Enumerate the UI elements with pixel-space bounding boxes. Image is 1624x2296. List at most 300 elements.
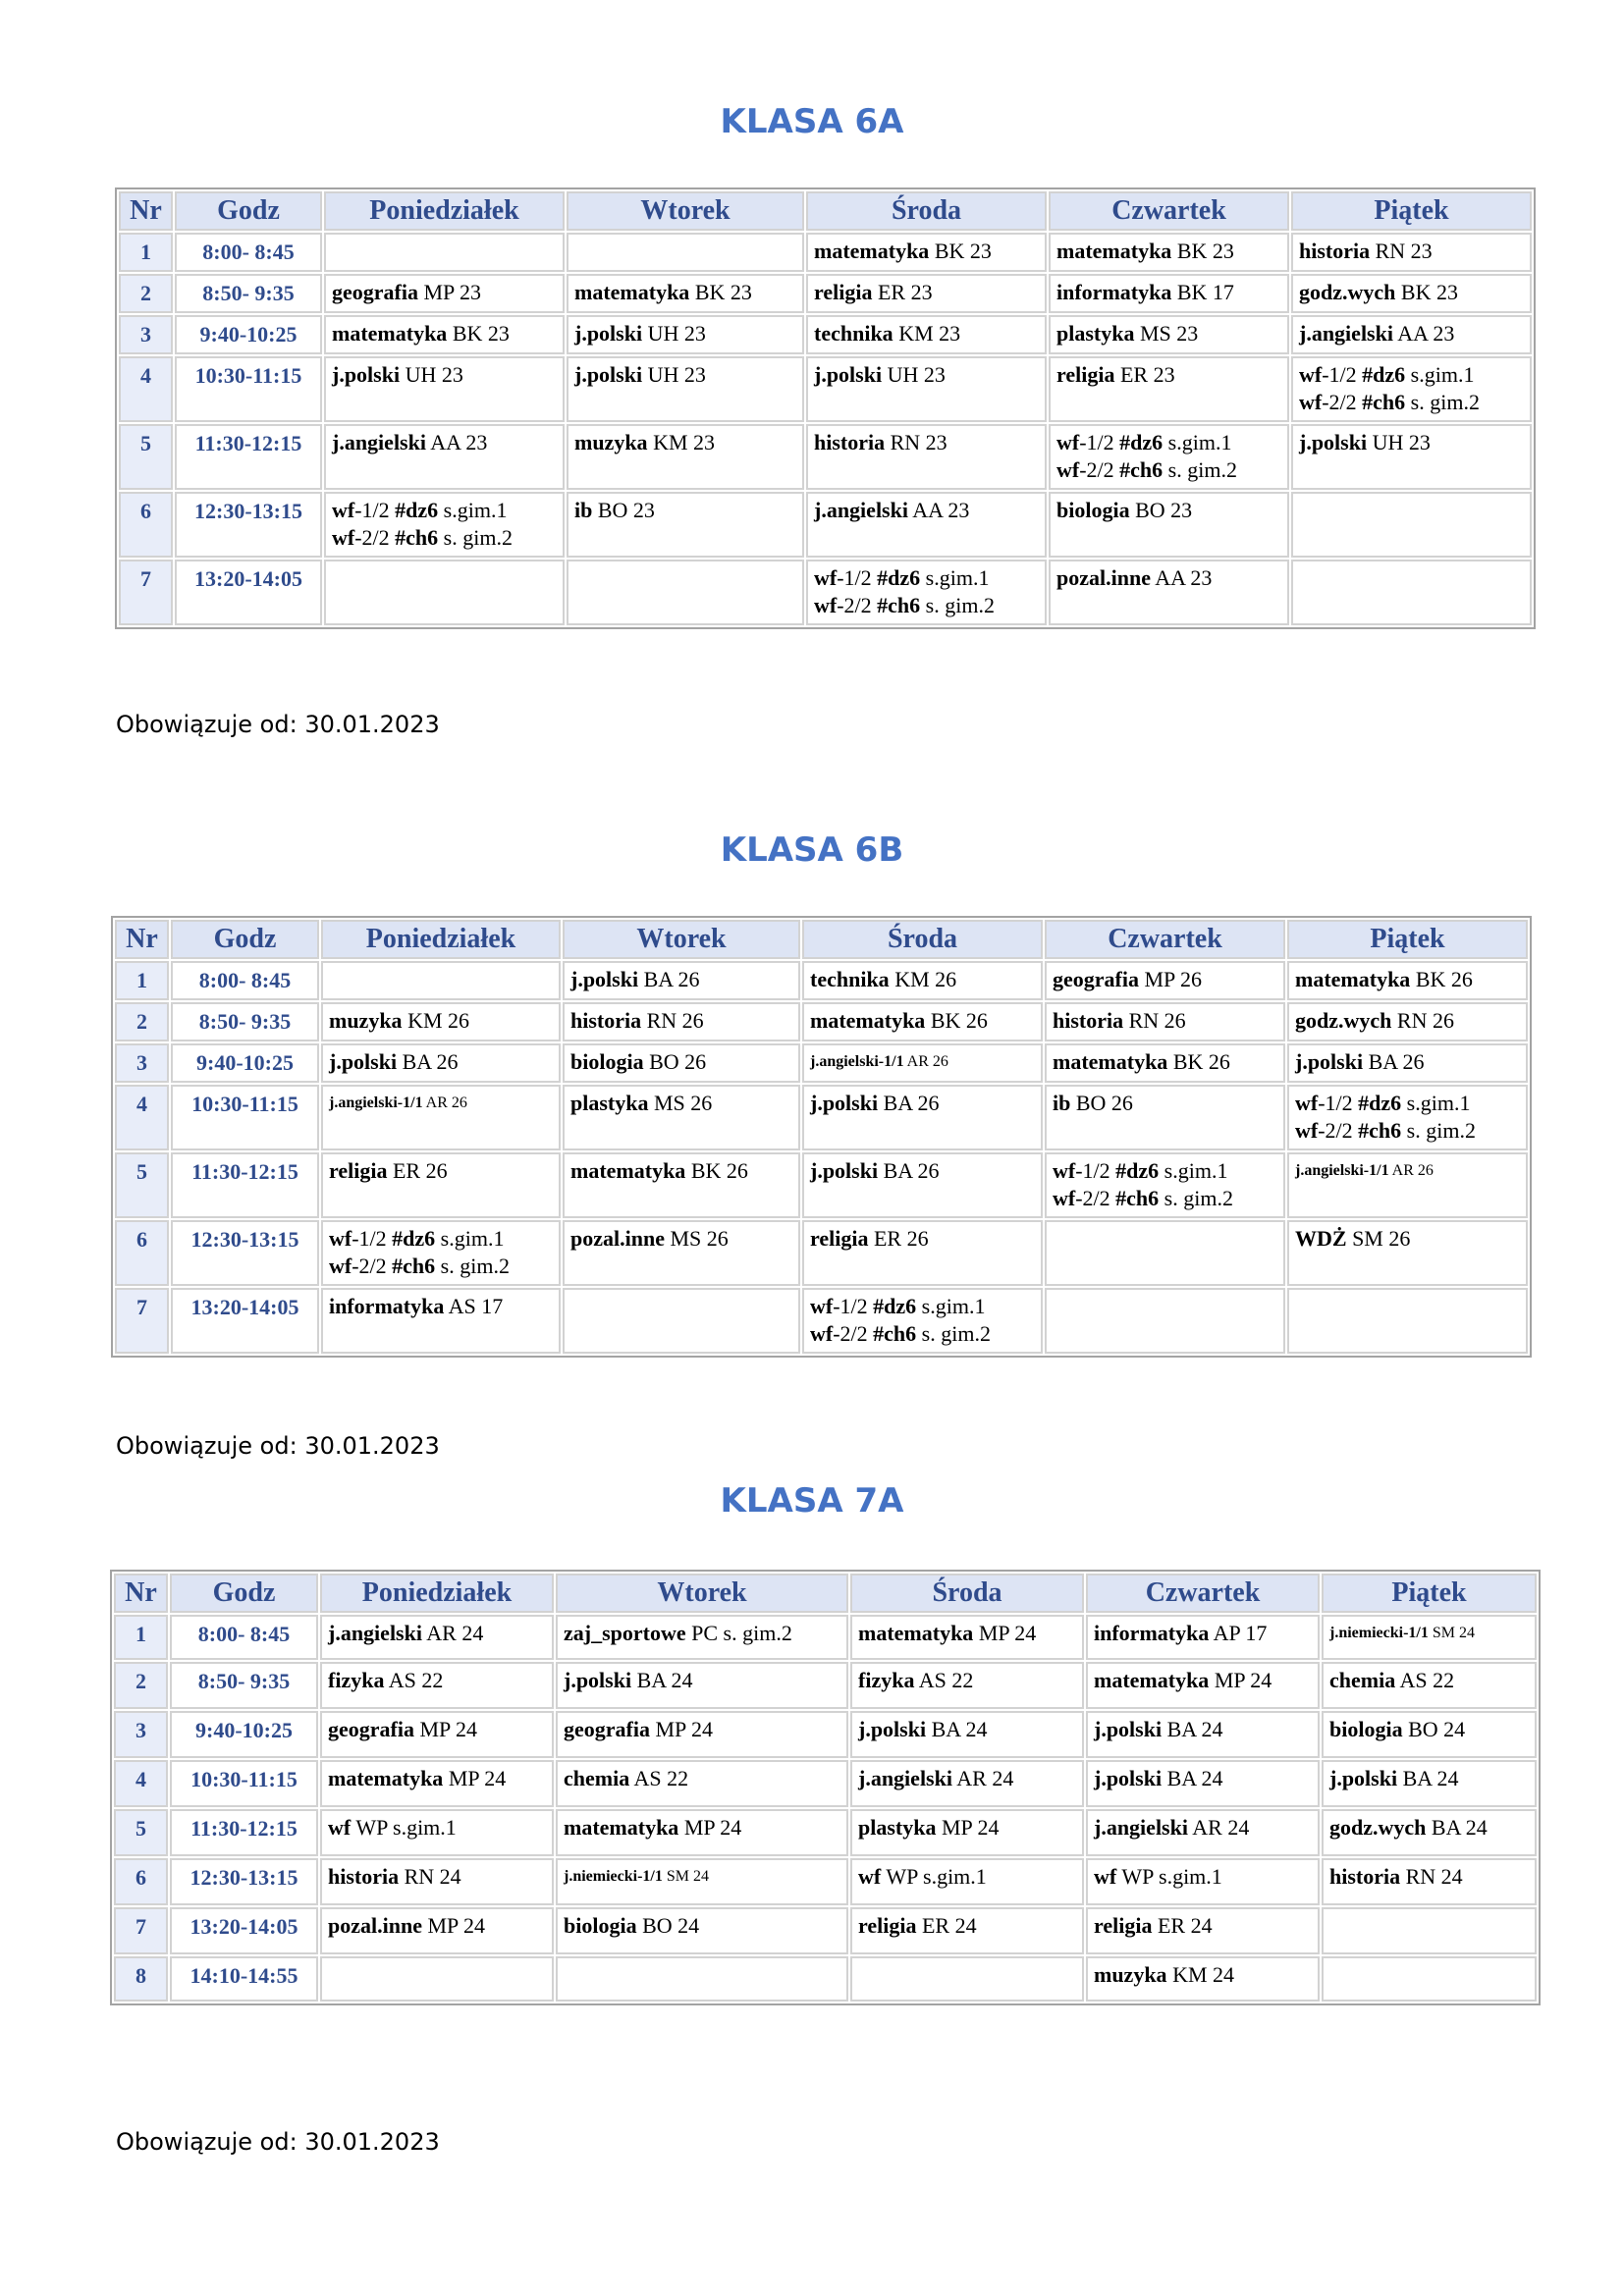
subject-name: historia [570, 1008, 642, 1033]
teacher-room: AR 26 [1388, 1162, 1434, 1179]
teacher-room: UH 23 [882, 362, 946, 387]
teacher-room: BK 23 [929, 239, 992, 263]
subject-name: j.angielski [328, 1621, 422, 1645]
lesson-entry [858, 1765, 1076, 1792]
teacher-room: s.gim.1 [1401, 1091, 1471, 1115]
teacher-room: BA 24 [1162, 1717, 1223, 1741]
teacher-room: AS 22 [629, 1766, 689, 1790]
group-label: -2/2 [833, 1321, 874, 1346]
group-label: -1/2 [1075, 1158, 1116, 1183]
teacher-room: SM 24 [662, 1868, 709, 1885]
lesson-cell [320, 1760, 554, 1807]
lesson-cell [567, 560, 804, 625]
lesson-entry [570, 1090, 792, 1117]
lesson-entry [570, 1157, 792, 1185]
lesson-entry [1329, 1863, 1529, 1891]
class-title: KLASA 6B [720, 830, 904, 870]
lesson-cell [563, 1220, 800, 1286]
column-header: Czwartek [1045, 920, 1285, 959]
table-row [114, 1907, 1537, 1954]
lesson-entry [1295, 1117, 1520, 1145]
lesson-cell [1045, 1288, 1285, 1354]
lesson-time: 13:20-14:05 [170, 1907, 318, 1954]
lesson-cell [1287, 961, 1528, 1000]
teacher-room: AS 22 [384, 1668, 444, 1692]
column-header: Godz [171, 920, 319, 959]
subject-name: wf [1053, 1186, 1076, 1210]
table-row [115, 1152, 1528, 1218]
lesson-cell [321, 1152, 561, 1218]
class-title: KLASA 6A [720, 102, 904, 141]
valid-from-note: Obowiązuje od: 30.01.2023 [116, 1432, 440, 1460]
table-row [119, 315, 1532, 354]
table-row [114, 1956, 1537, 2002]
teacher-room: BO 24 [1402, 1717, 1466, 1741]
subject-name: j.polski [810, 1158, 879, 1183]
lesson-time: 8:50- 9:35 [175, 274, 322, 313]
lesson-cell [320, 1615, 554, 1660]
lesson-entry [1053, 1185, 1277, 1212]
valid-from-note: Obowiązuje od: 30.01.2023 [116, 711, 440, 738]
group-tag: #dz6 [877, 565, 921, 590]
teacher-room: RN 26 [1123, 1008, 1186, 1033]
subject-name: matematyka [858, 1621, 974, 1645]
lesson-cell [556, 1662, 848, 1709]
group-label: -1/2 [1322, 362, 1363, 387]
teacher-room: RN 26 [1391, 1008, 1454, 1033]
lesson-number: 7 [119, 560, 173, 625]
lesson-entry [858, 1912, 1076, 1940]
subject-name: matematyka [1053, 1049, 1168, 1074]
lesson-cell [320, 1662, 554, 1709]
teacher-room: KM 26 [889, 967, 957, 991]
subject-name: religia [329, 1158, 388, 1183]
teacher-room: AA 23 [1150, 565, 1213, 590]
teacher-room: s.gim.1 [1405, 362, 1475, 387]
lesson-cell [1291, 424, 1532, 490]
column-header: Godz [170, 1574, 318, 1613]
lesson-time: 9:40-10:25 [175, 315, 322, 354]
column-header: Czwartek [1086, 1574, 1320, 1613]
lesson-entry [810, 1225, 1035, 1253]
teacher-room: MP 26 [1138, 967, 1202, 991]
teacher-room: ER 23 [872, 280, 933, 304]
group-label: -2/2 [354, 525, 396, 550]
lesson-cell [1291, 233, 1532, 272]
subject-name: j.polski [858, 1717, 927, 1741]
lesson-cell [556, 1615, 848, 1660]
subject-name: matematyka [564, 1815, 679, 1840]
lesson-entry [328, 1912, 546, 1940]
teacher-room: BK 23 [447, 321, 510, 346]
lesson-cell [802, 1085, 1043, 1150]
subject-name: fizyka [328, 1668, 385, 1692]
lesson-entry [564, 1814, 840, 1842]
teacher-room: BO 26 [1070, 1091, 1133, 1115]
lesson-cell [1045, 1085, 1285, 1150]
lesson-cell [324, 274, 565, 313]
teacher-room: ER 24 [1152, 1913, 1213, 1938]
lesson-entry [1094, 1814, 1312, 1842]
teacher-room: s. gim.2 [920, 593, 995, 617]
lesson-cell [320, 1858, 554, 1905]
lesson-entry [1329, 1814, 1529, 1842]
subject-name: j.angielski-1/1 [810, 1053, 904, 1070]
teacher-room: AR 24 [1187, 1815, 1250, 1840]
lesson-cell [1322, 1956, 1537, 2002]
lesson-cell [556, 1858, 848, 1905]
lesson-entry [329, 1253, 553, 1280]
teacher-room: BA 24 [631, 1668, 693, 1692]
lesson-cell [1291, 274, 1532, 313]
group-tag: #dz6 [1362, 362, 1406, 387]
column-header: Wtorek [563, 920, 800, 959]
subject-name: matematyka [1094, 1668, 1210, 1692]
lesson-entry [1299, 389, 1524, 416]
lesson-cell [1322, 1711, 1537, 1758]
valid-from-note: Obowiązuje od: 30.01.2023 [116, 2128, 440, 2156]
lesson-entry [329, 1007, 553, 1035]
subject-name: j.niemiecki-1/1 [1329, 1625, 1429, 1641]
group-tag: #dz6 [392, 1226, 436, 1251]
lesson-cell [802, 1220, 1043, 1286]
lesson-cell [556, 1760, 848, 1807]
subject-name: j.polski [329, 1049, 398, 1074]
teacher-room: UH 23 [642, 321, 706, 346]
lesson-entry [1053, 1048, 1277, 1076]
teacher-room: KM 24 [1166, 1962, 1235, 1987]
column-header: Godz [175, 191, 322, 231]
lesson-entry [810, 1293, 1035, 1320]
teacher-room: BA 26 [878, 1091, 940, 1115]
column-header: Nr [115, 920, 169, 959]
subject-name: biologia [1056, 498, 1130, 522]
lesson-entry [858, 1667, 1076, 1694]
teacher-room: UH 23 [1367, 430, 1431, 454]
lesson-number: 1 [115, 961, 169, 1000]
teacher-room: ER 26 [868, 1226, 929, 1251]
lesson-cell [850, 1907, 1084, 1954]
table-row [119, 560, 1532, 625]
teacher-room: WP s.gim.1 [881, 1864, 987, 1889]
subject-name: muzyka [329, 1008, 403, 1033]
lesson-entry [1329, 1620, 1529, 1647]
table-row [115, 1288, 1528, 1354]
lesson-cell [1045, 1152, 1285, 1218]
lesson-cell [563, 961, 800, 1000]
group-label: -2/2 [352, 1254, 393, 1278]
lesson-entry [574, 361, 796, 389]
lesson-entry [1094, 1961, 1312, 1989]
lesson-entry [574, 497, 796, 524]
subject-name: WDŻ [1295, 1226, 1347, 1251]
subject-name: wf [1056, 430, 1080, 454]
subject-name: j.angielski [1299, 321, 1393, 346]
subject-name: ib [574, 498, 593, 522]
lesson-cell [321, 1288, 561, 1354]
subject-name: zaj_sportowe [564, 1621, 686, 1645]
subject-name: wf [332, 498, 355, 522]
subject-name: wf [814, 593, 838, 617]
lesson-entry [1056, 320, 1281, 347]
lesson-cell [1322, 1858, 1537, 1905]
lesson-cell [802, 1002, 1043, 1041]
subject-name: godz.wych [1299, 280, 1396, 304]
lesson-entry [1094, 1912, 1312, 1940]
subject-name: wf [1056, 457, 1080, 482]
teacher-room: BO 26 [643, 1049, 707, 1074]
lesson-cell [321, 1220, 561, 1286]
lesson-cell [1287, 1085, 1528, 1150]
lesson-cell [563, 1288, 800, 1354]
group-tag: #dz6 [395, 498, 439, 522]
column-header: Poniedziałek [321, 920, 561, 959]
subject-name: geografia [328, 1717, 414, 1741]
class-title: KLASA 7A [720, 1481, 904, 1521]
subject-name: technika [814, 321, 893, 346]
subject-name: matematyka [814, 239, 930, 263]
teacher-room: s.gim.1 [916, 1294, 986, 1318]
subject-name: religia [814, 280, 873, 304]
column-header: Piątek [1287, 920, 1528, 959]
lesson-cell [324, 356, 565, 422]
lesson-entry [810, 966, 1035, 993]
lesson-cell [320, 1956, 554, 2002]
column-header: Piątek [1291, 191, 1532, 231]
lesson-entry [574, 429, 796, 456]
lesson-number: 4 [115, 1085, 169, 1150]
lesson-cell [556, 1956, 848, 2002]
lesson-cell [850, 1956, 1084, 2002]
lesson-number: 4 [114, 1760, 168, 1807]
teacher-room: UH 23 [642, 362, 706, 387]
subject-name: chemia [564, 1766, 630, 1790]
lesson-number: 2 [114, 1662, 168, 1709]
lesson-cell [806, 315, 1047, 354]
teacher-room: AP 17 [1209, 1621, 1268, 1645]
teacher-room: BO 23 [592, 498, 655, 522]
subject-name: wf [810, 1321, 834, 1346]
lesson-number: 3 [115, 1043, 169, 1083]
lesson-cell [563, 1152, 800, 1218]
lesson-entry [332, 497, 557, 524]
column-header: Czwartek [1049, 191, 1289, 231]
teacher-room: KM 23 [647, 430, 716, 454]
lesson-cell [806, 424, 1047, 490]
lesson-entry [329, 1090, 553, 1117]
lesson-entry [1295, 1090, 1520, 1117]
teacher-room: BK 23 [1171, 239, 1234, 263]
lesson-entry [1329, 1765, 1529, 1792]
subject-name: j.polski [570, 967, 639, 991]
lesson-entry [1056, 456, 1281, 484]
lesson-cell [324, 560, 565, 625]
table-row [114, 1760, 1537, 1807]
group-label: -2/2 [1079, 457, 1120, 482]
subject-name: j.polski [1299, 430, 1368, 454]
table-row [115, 1002, 1528, 1041]
teacher-room: MP 24 [421, 1913, 485, 1938]
lesson-cell [1086, 1711, 1320, 1758]
lesson-cell [1045, 1220, 1285, 1286]
teacher-room: s.gim.1 [1159, 1158, 1228, 1183]
subject-name: religia [1056, 362, 1115, 387]
column-header: Piątek [1322, 1574, 1537, 1613]
subject-name: pozal.inne [1056, 565, 1151, 590]
subject-name: matematyka [1295, 967, 1411, 991]
subject-name: historia [1329, 1864, 1401, 1889]
lesson-number: 8 [114, 1956, 168, 2002]
table-row [114, 1662, 1537, 1709]
lesson-number: 3 [114, 1711, 168, 1758]
table-row [115, 1220, 1528, 1286]
lesson-entry [564, 1667, 840, 1694]
teacher-room: AR 26 [903, 1053, 948, 1070]
teacher-room: MS 26 [648, 1091, 713, 1115]
lesson-entry [329, 1293, 553, 1320]
teacher-room: BK 23 [1395, 280, 1458, 304]
timetable-6b [111, 916, 1532, 1358]
lesson-number: 4 [119, 356, 173, 422]
subject-name: religia [858, 1913, 917, 1938]
lesson-cell [850, 1858, 1084, 1905]
lesson-entry [1299, 320, 1524, 347]
lesson-entry [1056, 429, 1281, 456]
lesson-cell [1049, 356, 1289, 422]
lesson-entry [1053, 1090, 1277, 1117]
teacher-room: SM 24 [1428, 1625, 1475, 1641]
subject-name: wf [810, 1294, 834, 1318]
teacher-room: BA 24 [926, 1717, 988, 1741]
lesson-entry [1094, 1667, 1312, 1694]
lesson-cell [563, 1085, 800, 1150]
teacher-room: MP 24 [678, 1815, 742, 1840]
subject-name: chemia [1329, 1668, 1396, 1692]
column-header: Środa [850, 1574, 1084, 1613]
lesson-time: 14:10-14:55 [170, 1956, 318, 2002]
subject-name: biologia [564, 1913, 637, 1938]
subject-name: wf [858, 1864, 882, 1889]
lesson-entry [332, 320, 557, 347]
header-row [114, 1574, 1537, 1613]
lesson-entry [814, 429, 1039, 456]
lesson-entry [570, 966, 792, 993]
table-row [115, 1043, 1528, 1083]
lesson-cell [1049, 560, 1289, 625]
lesson-cell [1322, 1760, 1537, 1807]
group-tag: #ch6 [873, 1321, 917, 1346]
lesson-entry [1056, 279, 1281, 306]
lesson-entry [814, 497, 1039, 524]
teacher-room: WP s.gim.1 [1116, 1864, 1222, 1889]
subject-name: technika [810, 967, 890, 991]
lesson-cell [1291, 356, 1532, 422]
subject-name: j.angielski-1/1 [329, 1095, 423, 1111]
lesson-entry [1295, 1007, 1520, 1035]
subject-name: godz.wych [1295, 1008, 1392, 1033]
lesson-cell [320, 1711, 554, 1758]
teacher-room: BA 26 [1363, 1049, 1425, 1074]
lesson-entry [328, 1814, 546, 1842]
teacher-room: s. gim.2 [438, 525, 513, 550]
teacher-room: ER 23 [1114, 362, 1175, 387]
lesson-cell [1086, 1809, 1320, 1856]
lesson-entry [1056, 361, 1281, 389]
lesson-entry [810, 1007, 1035, 1035]
teacher-room: AS 22 [1395, 1668, 1455, 1692]
lesson-cell [1291, 560, 1532, 625]
teacher-room: AS 17 [444, 1294, 504, 1318]
subject-name: j.polski [814, 362, 883, 387]
subject-name: j.polski [1329, 1766, 1398, 1790]
subject-name: j.polski [574, 321, 643, 346]
lesson-entry [814, 279, 1039, 306]
table-row [115, 961, 1528, 1000]
teacher-room: BA 24 [1426, 1815, 1488, 1840]
lesson-cell [806, 274, 1047, 313]
teacher-room: WP s.gim.1 [351, 1815, 457, 1840]
subject-name: j.polski [810, 1091, 879, 1115]
lesson-entry [329, 1225, 553, 1253]
teacher-room: BK 26 [1410, 967, 1473, 991]
subject-name: informatyka [1056, 280, 1172, 304]
lesson-entry [1053, 966, 1277, 993]
lesson-cell [563, 1002, 800, 1041]
lesson-cell [802, 1152, 1043, 1218]
lesson-time: 8:00- 8:45 [170, 1615, 318, 1660]
group-tag: #dz6 [1119, 430, 1164, 454]
lesson-cell [556, 1711, 848, 1758]
subject-name: j.polski [1295, 1049, 1364, 1074]
subject-name: muzyka [574, 430, 648, 454]
lesson-time: 10:30-11:15 [175, 356, 322, 422]
lesson-entry [814, 564, 1039, 592]
subject-name: plastyka [1056, 321, 1135, 346]
teacher-room: MS 26 [664, 1226, 729, 1251]
teacher-room: BO 23 [1129, 498, 1193, 522]
lesson-entry [810, 1320, 1035, 1348]
subject-name: j.niemiecki-1/1 [564, 1868, 663, 1885]
lesson-entry [564, 1912, 840, 1940]
lesson-cell [563, 1043, 800, 1083]
lesson-cell [567, 356, 804, 422]
lesson-cell [324, 424, 565, 490]
lesson-entry [1329, 1716, 1529, 1743]
teacher-room: s. gim.2 [916, 1321, 991, 1346]
group-tag: #ch6 [1358, 1118, 1402, 1143]
subject-name: j.angielski [1094, 1815, 1188, 1840]
lesson-cell [1291, 315, 1532, 354]
lesson-cell [556, 1809, 848, 1856]
timetable-7a [110, 1570, 1541, 2005]
teacher-room: AS 22 [914, 1668, 974, 1692]
subject-name: geografia [564, 1717, 650, 1741]
lesson-cell [567, 315, 804, 354]
teacher-room: s.gim.1 [1163, 430, 1232, 454]
lesson-cell [1086, 1956, 1320, 2002]
table-row [119, 356, 1532, 422]
lesson-entry [814, 361, 1039, 389]
lesson-entry [570, 1007, 792, 1035]
lesson-cell [806, 356, 1047, 422]
lesson-number: 1 [119, 233, 173, 272]
teacher-room: BK 26 [1167, 1049, 1230, 1074]
subject-name: biologia [1329, 1717, 1403, 1741]
subject-name: fizyka [858, 1668, 915, 1692]
subject-name: historia [1299, 239, 1371, 263]
lesson-time: 12:30-13:15 [171, 1220, 319, 1286]
subject-name: godz.wych [1329, 1815, 1427, 1840]
